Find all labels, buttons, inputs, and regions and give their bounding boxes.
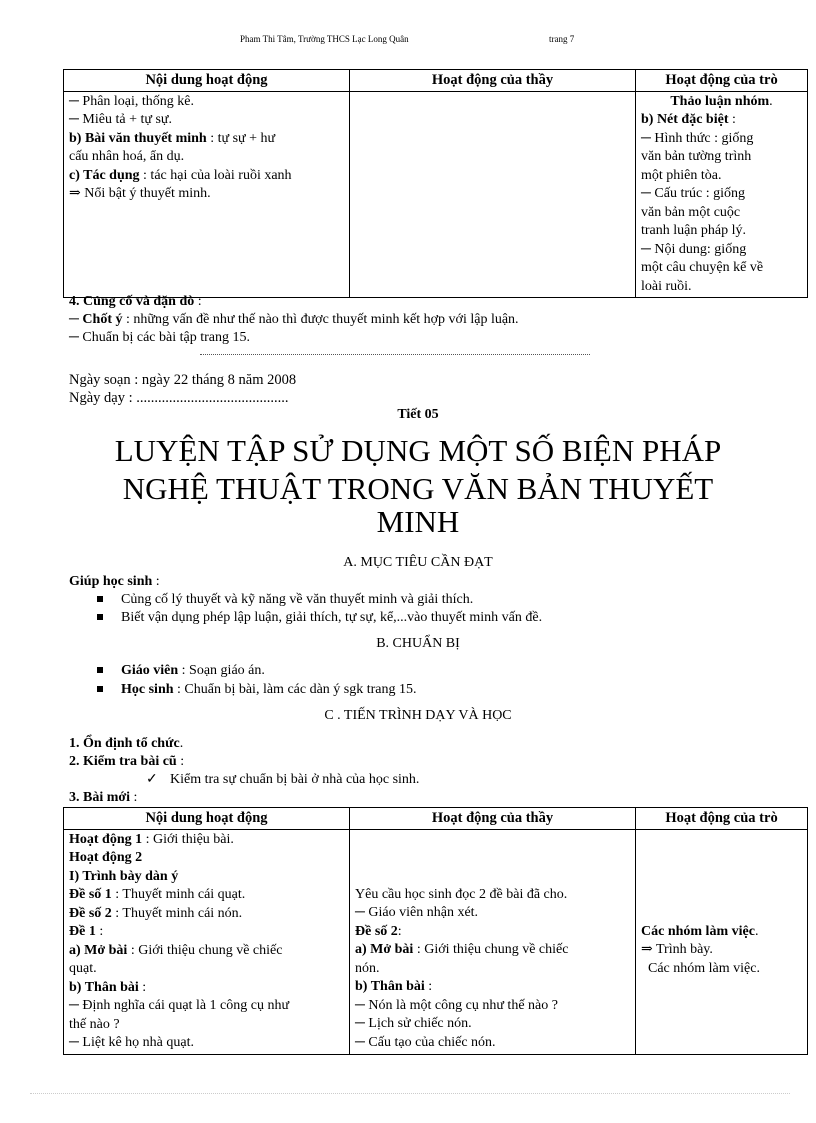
title-line: LUYỆN TẬP SỬ DỤNG MỘT SỐ BIỆN PHÁP xyxy=(114,433,722,468)
table2-content-line: ─ Liệt kê họ nhà quạt. xyxy=(69,1035,194,1050)
table1-student-line: một phiên tòa. xyxy=(641,167,722,183)
footer-divider xyxy=(30,1093,790,1094)
table1-content-line: b) Bài văn thuyết minh : tự sự + hư xyxy=(69,130,276,146)
step-line: 2. Kiểm tra bài cũ : xyxy=(69,754,185,769)
table2-teacher-line: Đề số 2: xyxy=(355,923,402,939)
title-line: MINH xyxy=(376,504,460,539)
lesson-meta xyxy=(69,371,296,407)
table1-content-line: c) Tác dụng : tác hại của loài ruồi xanh xyxy=(69,167,292,183)
square-bullet-icon xyxy=(97,596,103,602)
table2-student-line: Các nhóm làm việc. xyxy=(641,960,760,976)
table1-student-line: b) Nét đặc biệt : xyxy=(641,112,736,127)
square-bullet-icon xyxy=(97,667,103,673)
table2-content-line: quạt. xyxy=(69,961,97,976)
table1-header-teacher: Hoạt động của thầy xyxy=(350,70,636,92)
square-bullet-icon xyxy=(97,686,103,692)
table1-content-line: ─ Miêu tả + tự sự. xyxy=(69,112,172,127)
table1-student-line: loài ruồi. xyxy=(641,278,692,294)
list-item: Học sinh : Chuẩn bị bài, làm các dàn ý sgk trang 15. xyxy=(97,682,417,698)
table2-student-line: Các nhóm làm việc. xyxy=(641,923,759,939)
table2-student-line: ⇒ Trình bày. xyxy=(641,942,713,957)
table2-content-line: Hoạt động 1 : Giới thiệu bài. xyxy=(69,831,234,847)
list-item: Giáo viên : Soạn giáo án. xyxy=(97,663,265,679)
section-b-heading: B. CHUẨN BỊ xyxy=(376,636,460,651)
list-item: Củng cố lý thuyết và kỹ năng về văn thuyết minh và giải thích. xyxy=(97,592,473,608)
table1-content-line: cấu nhân hoá, ẩn dụ. xyxy=(69,149,185,164)
table2-teacher-line: a) Mở bài : Giới thiệu chung về chiếc xyxy=(355,942,569,957)
table2-content-line: b) Thân bài : xyxy=(69,979,147,995)
square-bullet-icon xyxy=(97,614,103,620)
table2-teacher-line: ─ Cấu tạo của chiếc nón. xyxy=(355,1034,496,1050)
table1-teacher-cell xyxy=(350,91,636,298)
prep-date: Ngày soạn : ngày 22 tháng 8 năm 2008 xyxy=(69,372,297,388)
activity-table-2 xyxy=(63,807,808,1055)
consolidation-section xyxy=(69,293,519,347)
table2-teacher-cell xyxy=(350,829,636,1054)
section-c-heading: C . TIẾN TRÌNH DẠY VÀ HỌC xyxy=(324,708,512,723)
table1-student-line: ─ Hình thức : giống xyxy=(641,130,754,146)
section-a-intro: Giúp học sinh : xyxy=(69,574,160,589)
checkmark-icon: ✓ xyxy=(146,772,158,787)
table2-teacher-line: Yêu cầu học sinh đọc 2 đề bài đã cho. xyxy=(355,886,568,902)
table2-content-cell xyxy=(64,829,350,1054)
list-item: Biết vận dụng phép lập luận, giải thích, tự sự, kể,...vào thuyết minh vấn đề. xyxy=(97,610,542,626)
table1-student-line: một câu chuyện kể về xyxy=(641,260,764,275)
activity-table-1 xyxy=(63,69,808,298)
table2-content-line: Đề số 1 : Thuyết minh cái quạt. xyxy=(69,887,246,902)
table2-header-teacher: Hoạt động của thầy xyxy=(350,808,636,830)
table1-header-student: Hoạt động của trò xyxy=(636,70,808,92)
title-line: NGHỆ THUẬT TRONG VĂN BẢN THUYẾT xyxy=(122,471,714,506)
consolidation-line: ─ Chốt ý : những vấn đề như thế nào thì được thuyết minh kết hợp với lập luận. xyxy=(69,312,519,327)
table2-teacher-line: ─ Nón là một công cụ như thế nào ? xyxy=(355,997,558,1013)
header-author: Pham Thi Tâm, Trường THCS Lạc Long Quân xyxy=(240,34,409,44)
table1-student-line: Thảo luận nhóm. xyxy=(670,93,773,109)
table2-header-content: Nội dung hoạt động xyxy=(64,808,350,830)
table2-content-line: Hoạt động 2 xyxy=(69,850,143,865)
table1-student-line: văn bản tường trình xyxy=(641,149,752,164)
step-3: 3. Bài mới : xyxy=(69,790,138,805)
table1-content-line: ─ Phân loại, thống kê. xyxy=(69,93,195,109)
table2-content-line: Đề 1 : xyxy=(69,924,104,939)
lesson-number: Tiết 05 xyxy=(397,407,439,422)
table2-header-student: Hoạt động của trò xyxy=(636,808,808,830)
table1-header-content: Nội dung hoạt động xyxy=(64,70,350,92)
spacer xyxy=(641,831,802,923)
table2-content-line: thế nào ? xyxy=(69,1016,120,1032)
table2-teacher-line: ─ Lịch sử chiếc nón. xyxy=(355,1016,472,1031)
section-a-heading: A. MỤC TIÊU CẦN ĐẠT xyxy=(343,555,493,570)
table2-teacher-line: ─ Giáo viên nhận xét. xyxy=(355,905,479,920)
table1-student-line: văn bản một cuộc xyxy=(641,204,741,220)
checklist-item: ✓ Kiểm tra sự chuẩn bị bài ở nhà của học sinh. xyxy=(146,772,420,787)
section-divider xyxy=(200,354,590,355)
table1-content-cell xyxy=(64,91,350,298)
table2-content-line: ─ Định nghĩa cái quạt là 1 công cụ như xyxy=(69,998,290,1013)
teach-date: Ngày dạy : .......................................... xyxy=(69,390,289,406)
header-page-number: trang 7 xyxy=(549,34,575,44)
table2-content-line: a) Mở bài : Giới thiệu chung về chiếc xyxy=(69,942,283,958)
table2-student-cell xyxy=(636,829,808,1054)
table1-student-line: ─ Cấu trúc : giống xyxy=(641,186,746,201)
consolidation-line: ─ Chuẩn bị các bài tập trang 15. xyxy=(69,330,250,345)
section-c-steps xyxy=(69,735,184,771)
table1-student-line: ─ Nội dung: giống xyxy=(641,241,747,257)
table2-teacher-line: nón. xyxy=(355,960,380,976)
consolidation-heading: 4. Củng cố và dặn dò : xyxy=(69,294,202,309)
spacer xyxy=(355,831,630,886)
table1-student-line: tranh luận pháp lý. xyxy=(641,223,746,238)
table1-content-line: ⇒ Nổi bật ý thuyết minh. xyxy=(69,186,211,201)
table2-teacher-line: b) Thân bài : xyxy=(355,979,433,994)
table2-content-line: I) Trình bày dàn ý xyxy=(69,868,179,884)
lesson-title xyxy=(60,433,776,539)
step-line: 1. Ổn định tổ chức. xyxy=(69,736,184,751)
table1-student-cell xyxy=(636,91,808,298)
table2-content-line: Đề số 2 : Thuyết minh cái nón. xyxy=(69,905,243,921)
